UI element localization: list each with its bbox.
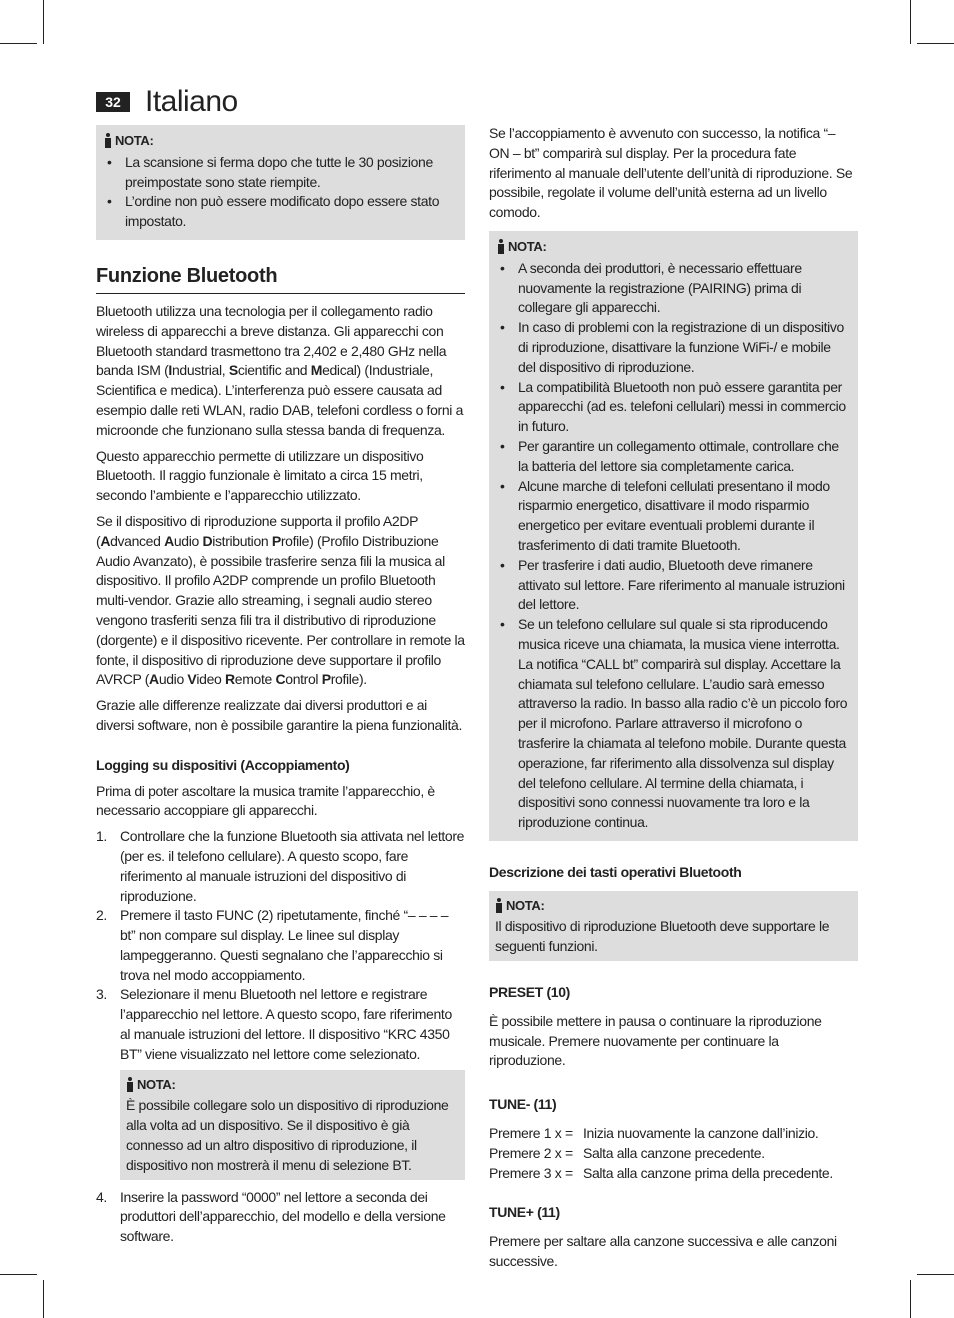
list-item: • Per trasferire i dati audio, Bluetooth deve rimanere attivato sul lettore. Fare riferimento al manuale istruzioni del lettore. <box>497 556 850 615</box>
list-item: • La scansione si ferma dopo che tutte le 30 posizione preimpostate sono state riempite. <box>104 153 457 193</box>
info-icon <box>104 133 112 148</box>
info-icon <box>495 898 503 913</box>
paragraph: Questo apparecchio permette di utilizzare un dispositivo Bluetooth. Il raggio funzionale è limitato a circa 15 metri, secondo l’ambiente e l’apparecchio utilizzato. <box>96 447 424 504</box>
crop-mark <box>0 1274 37 1275</box>
note-text: Il dispositivo di riproduzione Bluetooth deve supportare le seguenti funzioni. <box>495 918 830 955</box>
list-item: • La compatibilità Bluetooth non può essere garantita per apparecchi (ad es. telefoni cellulari) messi in commercio in futuro. <box>497 378 850 437</box>
note-label: NOTA: <box>506 897 545 913</box>
note-list <box>104 153 457 232</box>
note-list <box>497 259 850 833</box>
paragraph: Se l’accoppiamento è avvenuto con successo, la notifica “– ON – bt” comparirà sul display. Per la procedura fate riferimento al manuale dell’utente dell’unità di riproduzione. Se possibile, regolate il volume dell’unità esterna ad un livello comodo. <box>489 125 853 221</box>
tune-plus-title: TUNE+ (11) <box>489 1204 560 1221</box>
list-item: 3. Selezionare il menu Bluetooth nel lettore e registrare l’apparecchio nel lettore. A questo scopo, fare riferimento al manuale istruzioni del lettore. Il dispositivo “KRC 4350 BT” viene visualizzato nel lettore come selezionato. <box>96 986 452 1062</box>
note-header <box>126 1075 459 1095</box>
tune-minus-title: TUNE- (11) <box>489 1096 557 1113</box>
list-item: 2. Premere il tasto FUNC (2) ripetutamente, finché “– – – – bt” non compare sul display. Le linee sul display lampeggeranno. Questi segnalano che l’apparecchio si trova nel modo accoppiamento. <box>96 907 449 983</box>
paragraph: Grazie alle differenze realizzate dai diversi produttori e ai diversi software, non è possibile garantire la piena funzionalità. <box>96 697 463 733</box>
crop-mark <box>917 43 954 44</box>
list-item: • Se un telefono cellulare sul quale si sta riproducendo musica riceve una chiamata, la musica viene interrotta. La notifica “CALL bt” comparirà sul display. Accettare la chiamata sul telefono cellulare. L’audio sarà emesso attraverso la radio. In basso alla radio c’è un piccolo foro per il microfono. Parlare attraverso il microfono o trasferire la chiamata al telefono mobile. Durante questa operazione, far riferimento alla dissolvenza sul display del telefono cellulare. Al termine della chiamata, i dispositivi sono connessi nuovamente tra loro e la riproduzione continua. <box>497 615 850 833</box>
list-item: • In caso di problemi con la registrazione di un dispositivo di riproduzione, disattivare la funzione WiFi-/ e mobile del dispositivo di riproduzione. <box>497 318 850 377</box>
left-column <box>96 125 465 1247</box>
preset-title: PRESET (10) <box>489 984 570 1001</box>
info-icon <box>126 1077 134 1092</box>
paragraph: È possibile mettere in pausa o continuare la riproduzione musicale. Premere nuovamente per continuare la riproduzione. <box>489 1012 822 1069</box>
note-box <box>120 1070 465 1180</box>
list-item: 1. Controllare che la funzione Bluetooth sia attivata nel lettore (per es. il telefono cellulare). A questo scopo, fare riferimento al manuale istruzioni del dispositivo di riproduzione. <box>96 828 465 904</box>
list-item: • Alcune marche di telefoni cellulati presentano il modo risparmio energetico, disattivare il modo risparmio energetico per evitare eventuali problemi durante il trasferimento di dati tramite Bluetooth. <box>497 477 850 556</box>
list-item: • Per garantire un collegamento ottimale, controllare che la batteria del lettore sia completamente carica. <box>497 437 850 477</box>
list-item: • L’ordine non può essere modificato dopo essere stato impostato. <box>104 192 457 232</box>
paragraph: Bluetooth utilizza una tecnologia per il collegamento radio wireless di apparecchi a breve distanza. Gli apparecchi con Bluetooth standard trasmettono tra 2,402 e 2,480 GHz nella banda ISM (Industrial, Scientific and Medical) (Industriale, Scientifica e medica). L’interferenza può essere causata ad esempio dalle reti WLAN, radio DAB, telefoni cordless o forni a microonde che funzionano sulla stessa banda di frequenza. <box>96 302 464 438</box>
subsection-title: Descrizione dei tasti operativi Bluetooth <box>489 863 742 880</box>
paragraph: Prima di poter ascoltare la musica tramite l’apparecchio, è necessario accoppiare gli apparecchi. <box>96 782 435 819</box>
note-label: NOTA: <box>115 133 154 148</box>
steps-list <box>96 827 465 1065</box>
note-header <box>497 237 850 257</box>
crop-mark <box>43 1280 44 1318</box>
tune-minus-table <box>489 1124 858 1183</box>
table-row: Premere 1 x = Inizia nuovamente la canzone dall’inizio. <box>489 1125 819 1142</box>
info-icon <box>497 239 505 254</box>
crop-mark <box>910 0 911 44</box>
page-title: Italiano <box>145 85 238 118</box>
crop-mark <box>43 0 44 44</box>
table-row: Premere 3 x = Salta alla canzone prima della precedente. <box>489 1164 833 1181</box>
right-column <box>489 124 858 1278</box>
paragraph: Se il dispositivo di riproduzione supporta il profilo A2DP (Advanced Audio Distribution Profile) (Profilo Distribuzione Audio Avanzato), è possibile trasferire senza fili la musica al dispositivo. Il profilo A2DP comprende un profilo Bluetooth multi-vendor. Grazie allo streaming, i segnali audio stereo vengono trasferiti senza fili tra il distributivo di riproduzione (dorgente) e il dispositivo ricevente. Per controllare in remote la fonte, il dispositivo di riproduzione deve supportare il profilo AVRCP (Audio Video Remote Control Profile). <box>96 512 465 688</box>
note-box <box>96 125 465 240</box>
section-title: Funzione Bluetooth <box>96 263 465 294</box>
paragraph: Premere per saltare alla canzone successiva e alle canzoni successive. <box>489 1233 837 1270</box>
note-header <box>495 896 852 916</box>
steps-list <box>96 1188 465 1247</box>
note-label: NOTA: <box>508 238 547 254</box>
note-header <box>104 131 457 151</box>
page-number: 32 <box>96 92 130 112</box>
note-label: NOTA: <box>137 1076 176 1092</box>
subsection-title: Logging su dispositivi (Accoppiamento) <box>96 756 350 773</box>
crop-mark <box>917 1274 954 1275</box>
list-item: 4. Inserire la password “0000” nel lettore a seconda dei produttori dell’apparecchio, del modello e della versione software. <box>96 1188 446 1245</box>
table-row: Premere 2 x = Salta alla canzone precedente. <box>489 1144 765 1161</box>
note-box <box>489 891 858 961</box>
crop-mark <box>910 1280 911 1318</box>
list-item: • A seconda dei produttori, è necessario effettuare nuovamente la registrazione (PAIRING) prima di collegare gli apparecchi. <box>497 259 850 318</box>
crop-mark <box>0 43 37 44</box>
note-text: È possibile collegare solo un dispositivo di riproduzione alla volta ad un dispositivo. Se il dispositivo è già connesso ad un altro dispositivo di riproduzione, il dispositivo non mostrerà il menu di selezione BT. <box>126 1097 449 1173</box>
note-box <box>489 231 858 841</box>
